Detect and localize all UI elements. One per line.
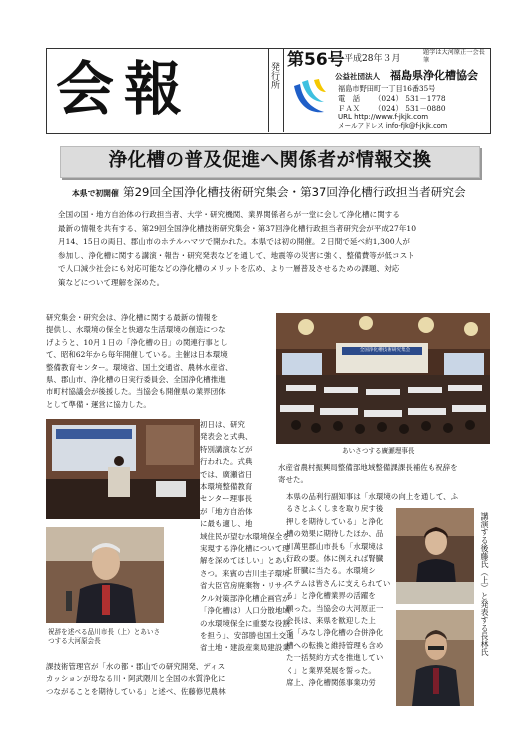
body-line: るさとふくしまを取り戻す後	[286, 504, 384, 514]
org-type: 公益社団法人	[335, 72, 380, 81]
body-line: に最も適し、地	[200, 519, 253, 529]
masthead-title: 会報	[56, 55, 193, 123]
body-line: 本県の品利行副知事は「水環境の向上を通して、ふ	[286, 492, 459, 501]
org-name: 福島県浄化槽協会	[390, 69, 478, 82]
body-line: る」と浄化槽業界の活躍を	[286, 591, 376, 601]
body-line: 槽の効果に期待したほか、品	[286, 529, 384, 539]
body-line: く」と業界発展を誓った。	[286, 665, 376, 675]
column1-bottom-text	[46, 661, 270, 698]
body-line: 省土地・建設産業局建設業	[200, 643, 290, 653]
column1-top-text	[46, 312, 270, 411]
body-line: 域住民が望む水環境保全を	[200, 531, 290, 541]
body-line: 水産省農村振興局整備部地域整備課課長補佐も祝辞を	[278, 463, 458, 472]
body-line: 押しを期待している」と浄化	[286, 516, 384, 526]
masthead-divider	[268, 48, 269, 132]
mayor-photo	[46, 527, 164, 623]
email-link[interactable]: メールアドレス info-fjk@f-jkjk.com	[338, 122, 448, 130]
body-line: 市町村協議会が後援した。当協会も開催県の業界団体	[46, 387, 226, 397]
body-line: 本環境整備教育	[200, 482, 253, 492]
headline: 浄化槽の普及促進へ関係者が情報交換	[108, 150, 432, 171]
body-line: さつ。来賓の吉川圭子環境	[200, 568, 290, 578]
body-line: を担う」、安部勝也国土交通	[200, 630, 294, 640]
body-line: カッションが母なる川・阿武隈川と全国の水質浄化に	[46, 674, 226, 684]
body-line: 川萬里郡山市長も「水環境は	[286, 541, 384, 551]
lead-paragraph	[58, 208, 488, 289]
caption-hall-photo: あいさつする廣瀬理事長	[342, 447, 415, 455]
lecturer-photo	[396, 508, 474, 604]
column2-top-text	[278, 462, 490, 487]
body-line: た一括契約方式を推進してい	[286, 653, 384, 663]
body-line: 初日は、研究	[200, 420, 245, 429]
body-line: 県、郡山市、浄化槽の日実行委員会、全国浄化槽推進	[46, 375, 226, 385]
lead-line: で人口減少社会にも対応可能などの浄化槽のメリットを広め、より一層普及させるための課題、対応	[58, 264, 400, 273]
body-line: では、廣瀬省日	[200, 469, 253, 479]
org-address: 福島市野田町一丁目16番35号	[338, 84, 436, 93]
body-line: 会長は、来県を歓迎した上	[286, 616, 376, 626]
body-line: の水環境保全に重要な役割	[200, 618, 290, 628]
presenter-photo	[396, 610, 474, 706]
body-line: 課技術管理官が「水の都・郡山での研究開発、ディス	[46, 662, 226, 671]
lead-line: 参加し、浄化槽に関する講演・報告・研究発表などを通して、地震等の災害に強く、整備費等が低コスト	[58, 250, 415, 260]
body-line: 寄せた。	[278, 475, 308, 485]
body-line: 願った。当協会の大河原正一	[286, 603, 384, 613]
lead-line: 月14、15日の両日、郡山市のホテルハマツで開かれた。本県では初の開催。２日間で延べ約1,300人が	[58, 237, 410, 246]
column2-body-text	[286, 491, 459, 690]
lead-line: 策などについて理解を深めた。	[58, 277, 165, 287]
issue-date: 平成28年３月	[344, 54, 401, 64]
publisher-vertical-label: 発行所	[269, 62, 279, 89]
caption-mayor-photo: 祝辞を述べる品川市長（上）とあいさつする大河原会長	[48, 628, 161, 645]
lead-line: 最新の情報を共有する、第29回全国浄化槽技術研究集会・第37回浄化槽行政担当者研究会が平成27年10	[58, 223, 417, 233]
fax-label: ＦＡＸ	[338, 104, 361, 113]
body-line: 「浄化槽は）人口分散地域	[200, 606, 290, 616]
body-line: センター理事長	[200, 494, 253, 504]
association-logo-icon	[288, 76, 330, 120]
body-line: で「みなし浄化槽の合併浄化	[286, 628, 384, 638]
body-line: 解を深めてほしい」とあい	[200, 556, 290, 566]
body-line: 槽への転換と維持管理も含め	[286, 640, 384, 650]
body-line: が「地方自治体	[200, 506, 253, 516]
tel-label: 電 話	[338, 94, 361, 103]
body-line: げようと、10月１日の「浄化槽の日」の関連行事とし	[46, 337, 228, 347]
subhead: 第29回全国浄化槽技術研究集会・第37回浄化槽行政担当者研究会	[123, 185, 466, 199]
body-line: 実現する浄化槽について理	[200, 544, 290, 554]
tel-number: （024） 531－1778	[374, 94, 446, 103]
body-line: と肝臓に当たる。水環境シ	[286, 566, 376, 576]
title-credit: 題字は大河原正一会長筆	[423, 49, 485, 64]
body-line: クル対策部浄化槽企画官が	[200, 593, 290, 603]
fax-number: （024） 531－0880	[374, 104, 446, 113]
conference-hall-photo	[276, 313, 490, 444]
speaker-photo	[46, 419, 200, 519]
body-line: 提供し、水環境の保全と快適な生活環境の創造につな	[46, 325, 226, 335]
body-line: 行われた。式典	[200, 457, 253, 467]
body-line: ステムは皆さんに支えられてい	[286, 578, 391, 588]
lead-line: 全国の国・地方自治体の行政担当者、大学・研究機関、業界関係者らが一堂に会して浄化槽に関する	[58, 210, 400, 219]
body-line: 特別講演などが	[200, 444, 253, 454]
body-line: つながることを期待している」と述べ、佐藤修児農林	[46, 686, 226, 696]
body-line: 省大臣官房廃棄物・リサイ	[200, 581, 290, 591]
body-line: 整備教育センター。環境省、国土交通省、農林水産省、	[46, 362, 233, 372]
stage-banner-text: 全国浄化槽技術研究集会	[359, 348, 411, 353]
body-line: として準備・運営に協力した。	[46, 399, 151, 409]
subhead-prefix: 本県で初開催	[72, 189, 119, 198]
body-line: 研究集会・研究会は、浄化槽に関する最新の情報を	[46, 313, 219, 322]
body-line: て、昭和62年から毎年開催している。主催は日本環境	[46, 350, 228, 360]
body-line: 席上、浄化槽関係事業功労	[286, 678, 376, 688]
caption-lecture-photos: 講演する後藤氏（上）と発表する長林氏	[480, 512, 489, 656]
body-line: 発表会と式典、	[200, 432, 253, 442]
body-line: 行政の要。体に例えれば腎臓	[286, 554, 384, 564]
website-link[interactable]: URL http://www.f-jkjk.com	[338, 113, 429, 121]
issue-number: 第56号	[287, 50, 345, 70]
publisher-divider	[283, 48, 284, 132]
